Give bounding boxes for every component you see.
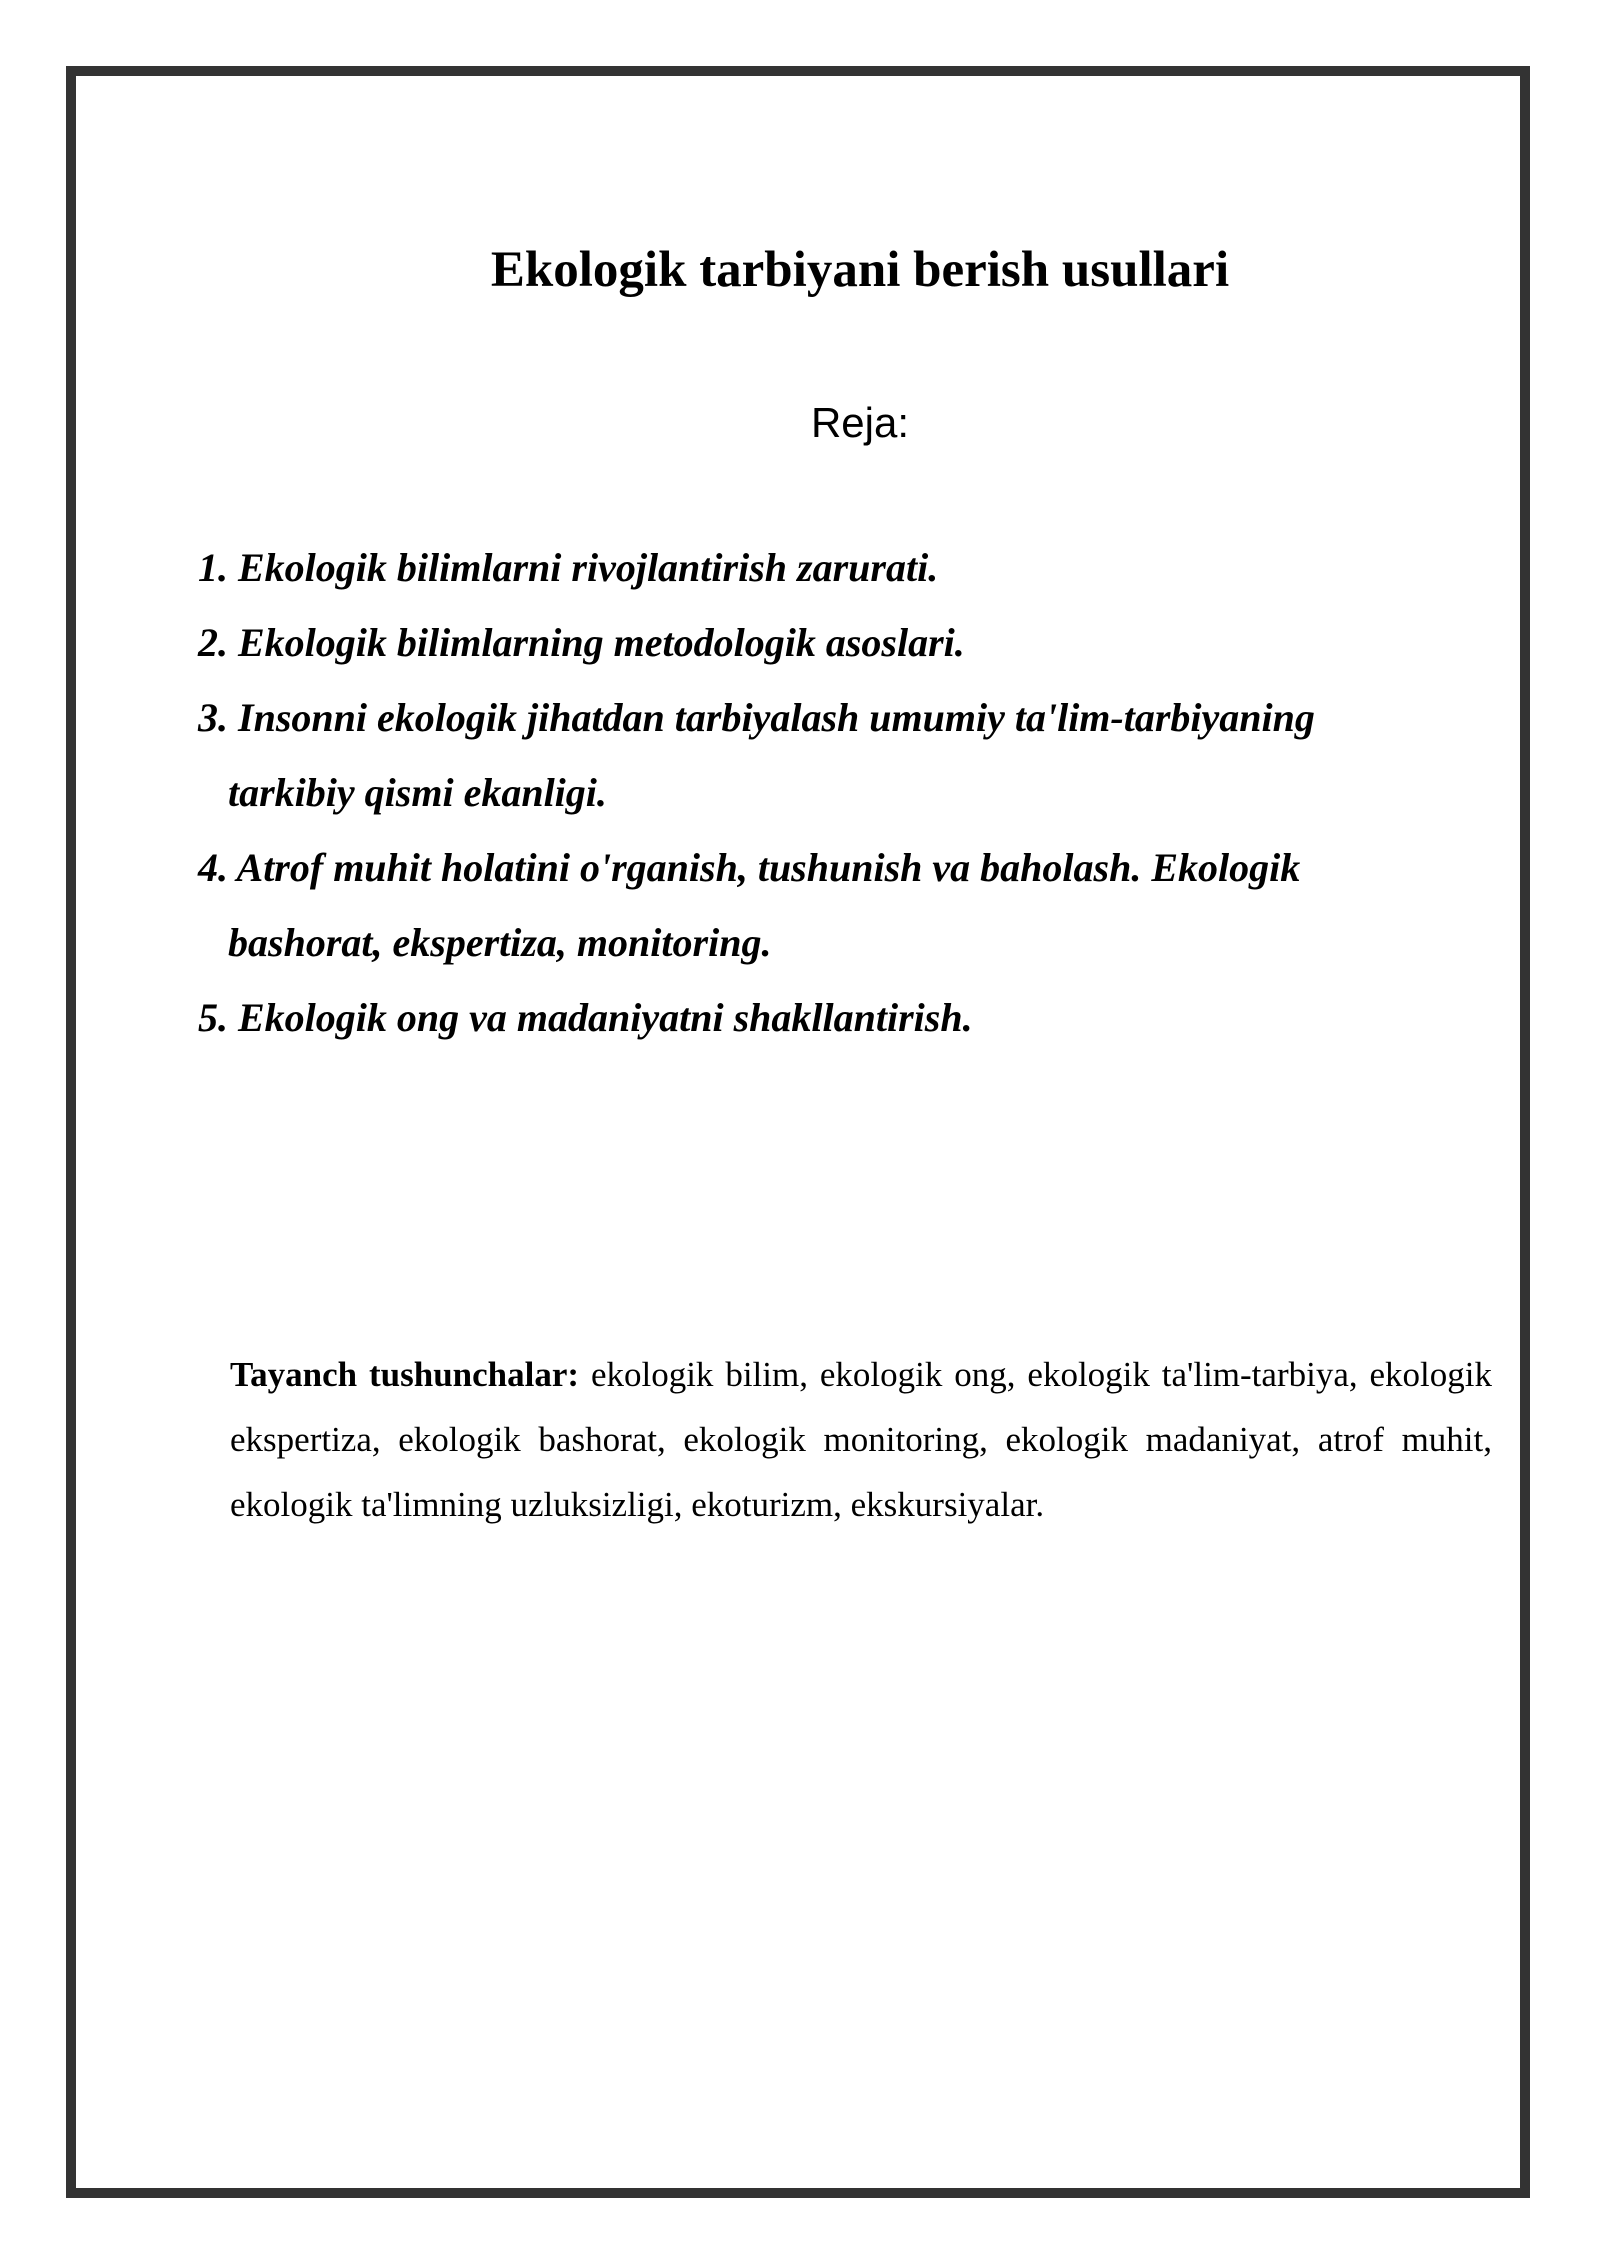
key-concepts-paragraph — [230, 1342, 1492, 1537]
plan-item-2: 2. Ekologik bilimlarning metodologik asoslari. — [198, 620, 965, 665]
page-border-frame — [66, 66, 1530, 2198]
plan-heading: Reja: — [810, 399, 910, 446]
plan-item-1: 1. Ekologik bilimlarni rivojlantirish zarurati. — [198, 545, 939, 590]
key-concepts-label: Tayanch tushunchalar: — [230, 1355, 580, 1394]
plan-list — [198, 530, 1438, 1055]
plan-item-5: 5. Ekologik ong va madaniyatni shakllantirish. — [198, 995, 973, 1040]
plan-item-3: 3. Insonni ekologik jihatdan tarbiyalash umumiy ta'lim-tarbiyaning tarkibiy qismi ekanligi. — [198, 695, 1315, 815]
document-title: Ekologik tarbiyani berish usullari — [490, 242, 1230, 298]
key-concepts-text: ekologik bilim, ekologik ong, ekologik ta'lim-tarbiya, ekologik ekspertiza, ekologik bashorat, ekologik monitoring, ekologik madaniyat, atrof muhit, ekologik ta'limning uzluksizligi, ekoturizm, ekskursiyalar. — [230, 1355, 1492, 1524]
plan-item-4: 4. Atrof muhit holatini o'rganish, tushunish va baholash. Ekologik bashorat, ekspertiza, monitoring. — [198, 845, 1301, 965]
